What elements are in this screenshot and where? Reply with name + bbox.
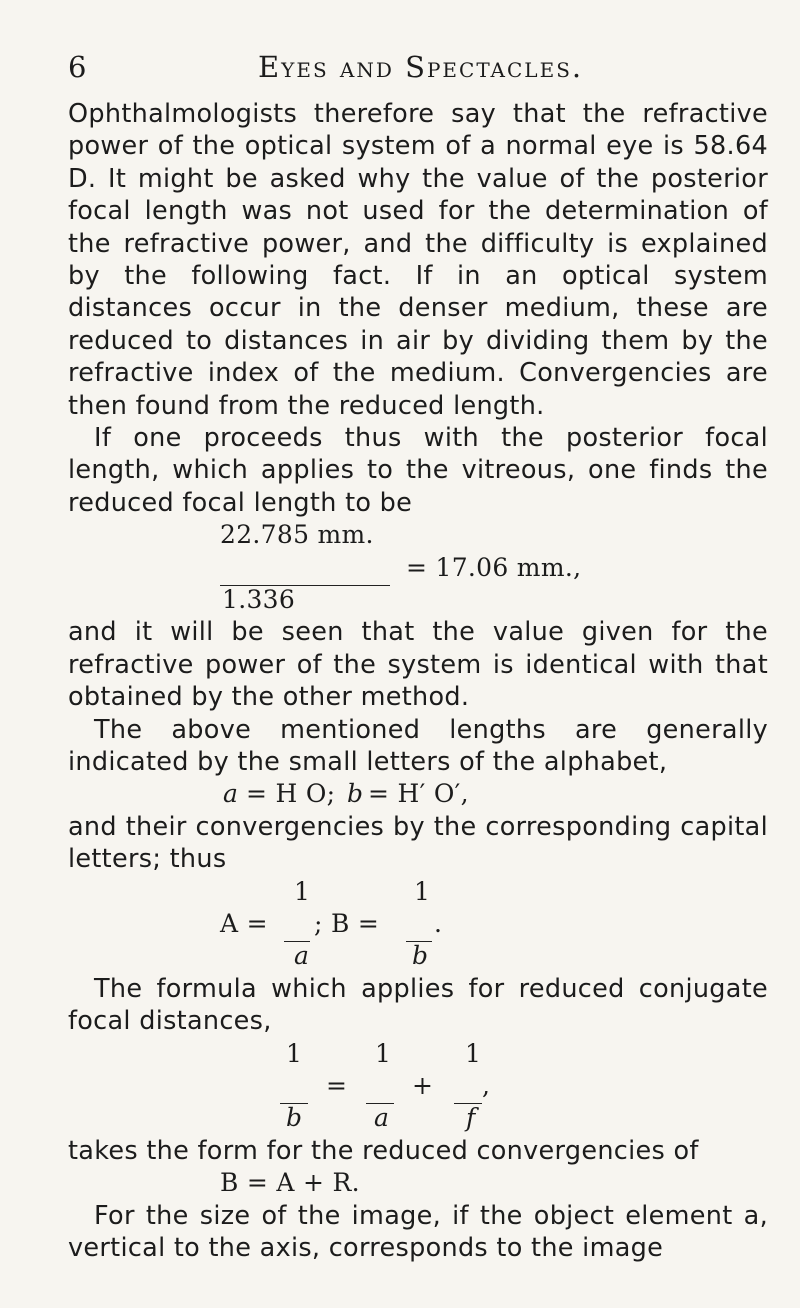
eq-result: = 17.06 mm., (406, 552, 582, 582)
eq-end: . (434, 909, 443, 939)
eq-one-b: 1 (414, 876, 431, 906)
equation-letters (68, 778, 768, 810)
page-number: 6 (68, 50, 88, 84)
paragraph-4: The above mentioned lengths are generally indicated by the small letters of the alphabet, (68, 714, 768, 778)
paragraph-3: and it will be seen that the value given for the refractive power of the system is identical with that obtained by the other method. (68, 617, 768, 713)
eq-d3: f (466, 1103, 476, 1133)
equation-capitals-top (68, 876, 768, 908)
equation-reduced-denominator (68, 584, 768, 616)
equation-reduced-numerator (68, 519, 768, 551)
eq-plus: + (412, 1071, 434, 1101)
equation-reduced-line (68, 552, 768, 584)
eq-n3: 1 (465, 1038, 482, 1068)
eq-letter-a: a (223, 779, 239, 809)
paragraph-6: The formula which applies for reduced conjugate focal distances, (68, 973, 768, 1037)
eq-one-a: 1 (294, 876, 311, 906)
equation-capitals-mid (68, 908, 768, 940)
eq-den-a: a (294, 941, 310, 971)
paragraph-8: For the size of the image, if the object element a, vertical to the axis, corresponds to the image (68, 1200, 768, 1264)
page-body (68, 98, 768, 1264)
eq-d2: a (374, 1103, 390, 1133)
paragraph-2: If one proceeds thus with the posterior focal length, which applies to the vitreous, one finds the reduced focal length to be (68, 423, 768, 518)
eq-numerator: 22.785 mm. (220, 520, 374, 550)
eq-equals: = (326, 1071, 348, 1101)
equation-capitals-bottom (68, 940, 768, 972)
paragraph-1: Ophthalmologists therefore say that the refractive power of the optical system of a normal eye is 58.64 D. It might be asked why the value of the posterior focal length was not used for the determination of the refractive power, and the difficulty is explained by the following fact. If in an optical system distances occur in the denser medium, these are reduced to distances in air by dividing them by the refractive index of the medium. Convergencies are then found from the reduced length. (68, 99, 768, 421)
paragraph-7: takes the form for the reduced convergencies of (68, 1135, 699, 1166)
eq-cap-a: A = (220, 909, 268, 939)
equation-convergence (68, 1167, 768, 1199)
eq-ho-prime: = H′ O′, (368, 779, 469, 809)
running-title: Eyes and Spectacles. (258, 50, 584, 84)
running-header (68, 50, 768, 90)
eq-comma: , (482, 1071, 491, 1101)
paragraph-5: and their convergencies by the corresponding capital letters; thus (68, 811, 768, 875)
eq-cap-b: ; B = (314, 909, 380, 939)
eq-letter-b: b (347, 779, 364, 809)
eq-n1: 1 (286, 1038, 303, 1068)
eq-den-b: b (412, 941, 429, 971)
eq-d1: b (286, 1103, 303, 1133)
equation-conjugate-bottom (68, 1102, 768, 1134)
equation-conjugate-mid (68, 1070, 768, 1102)
equation-conjugate-top (68, 1038, 768, 1070)
eq-n2: 1 (375, 1038, 392, 1068)
eq-ho: = H O; (246, 779, 336, 809)
eq-denominator: 1.336 (222, 585, 296, 615)
eq-convergence: B = A + R. (220, 1168, 360, 1198)
